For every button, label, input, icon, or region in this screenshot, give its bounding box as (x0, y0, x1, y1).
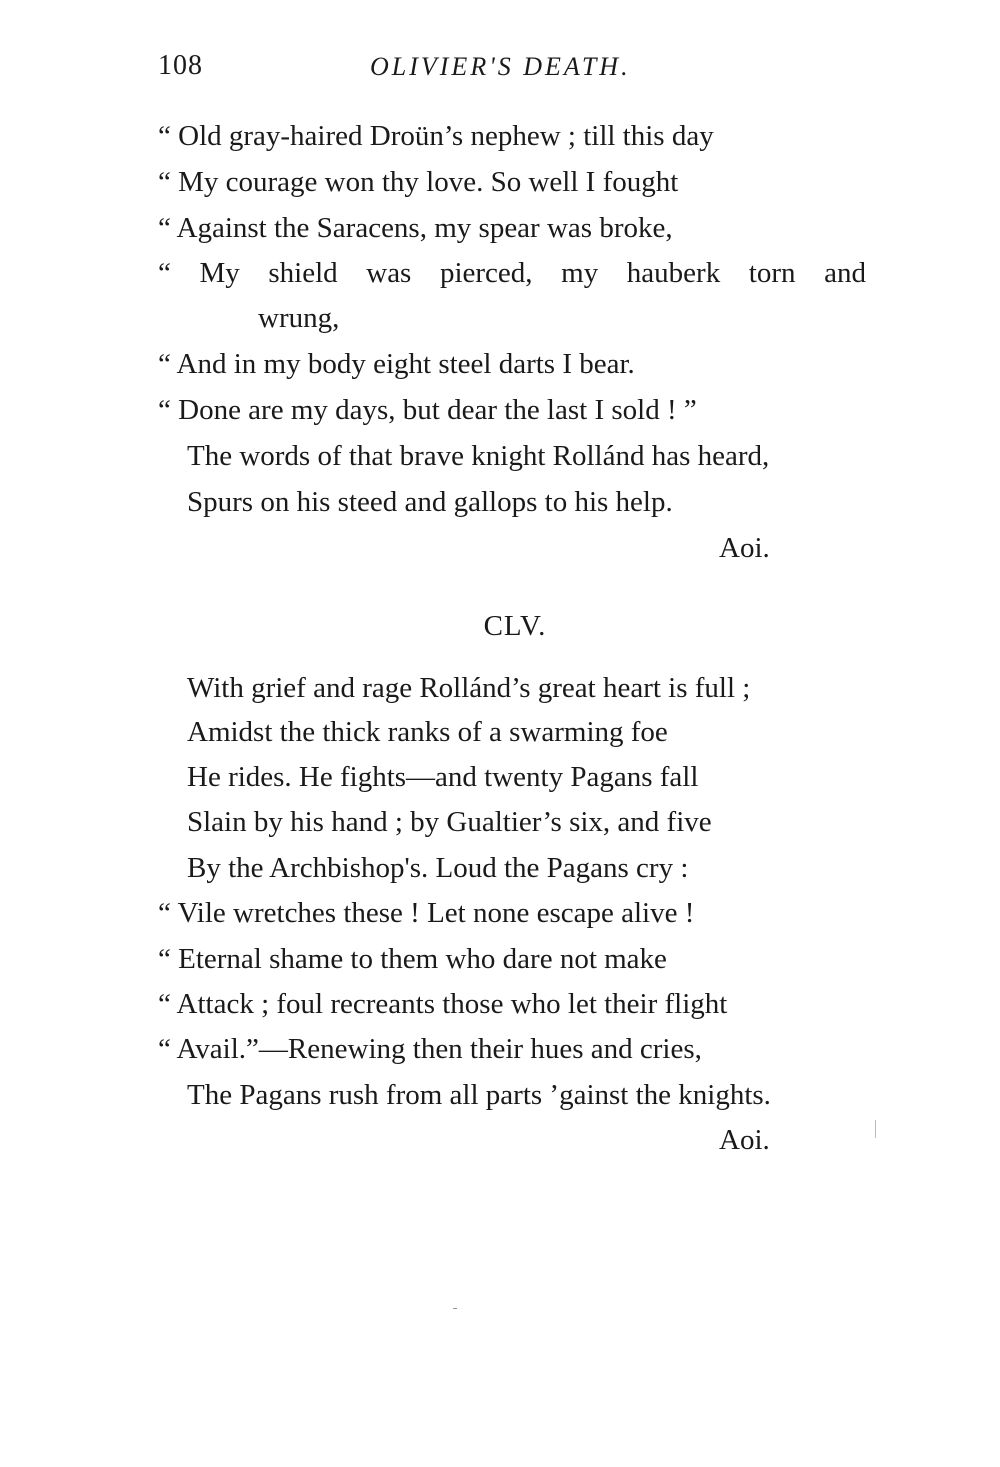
verse-line: “ My courage won thy love. So well I fought (158, 166, 679, 198)
verse-line: “ Old gray-haired Droün’s nephew ; till this day (158, 120, 714, 152)
running-title: OLIVIER'S DEATH. (370, 52, 631, 81)
verse-line-continuation: wrung, (258, 302, 340, 334)
verse-line: “ Against the Saracens, my spear was broke, (158, 212, 673, 244)
verse-line: “ Eternal shame to them who dare not make (158, 943, 667, 975)
verse-line: “ Attack ; foul recreants those who let their flight (158, 988, 728, 1020)
verse-line: “ Vile wretches these ! Let none escape alive ! (158, 897, 695, 929)
verse-line: Slain by his hand ; by Gualtier’s six, and five (187, 806, 712, 838)
scan-artifact (875, 1120, 876, 1138)
verse-line: “ Avail.”—Renewing then their hues and cries, (158, 1033, 702, 1065)
verse-line: “ Done are my days, but dear the last I sold ! ” (158, 394, 697, 426)
verse-line: He rides. He fights—and twenty Pagans fall (187, 761, 699, 793)
page-number: 108 (158, 50, 203, 81)
verse-line: The words of that brave knight Rollánd has heard, (187, 440, 770, 472)
verse-line: By the Archbishop's. Loud the Pagans cry : (187, 852, 689, 884)
verse-line: With grief and rage Rollánd’s great heart is full ; (187, 672, 751, 704)
verse-line: Amidst the thick ranks of a swarming foe (187, 716, 668, 748)
refrain-aoi: Aoi. (719, 1124, 770, 1156)
verse-line: The Pagans rush from all parts ’gainst the knights. (187, 1079, 771, 1111)
section-heading: CLV. (483, 610, 547, 642)
refrain-aoi: Aoi. (719, 532, 770, 564)
verse-line: “ My shield was pierced, my hauberk torn and (158, 257, 866, 289)
verse-line: “ And in my body eight steel darts I bear. (158, 348, 635, 380)
verse-line: Spurs on his steed and gallops to his help. (187, 486, 673, 518)
scan-artifact (453, 1308, 457, 1309)
running-header (0, 42, 1000, 82)
